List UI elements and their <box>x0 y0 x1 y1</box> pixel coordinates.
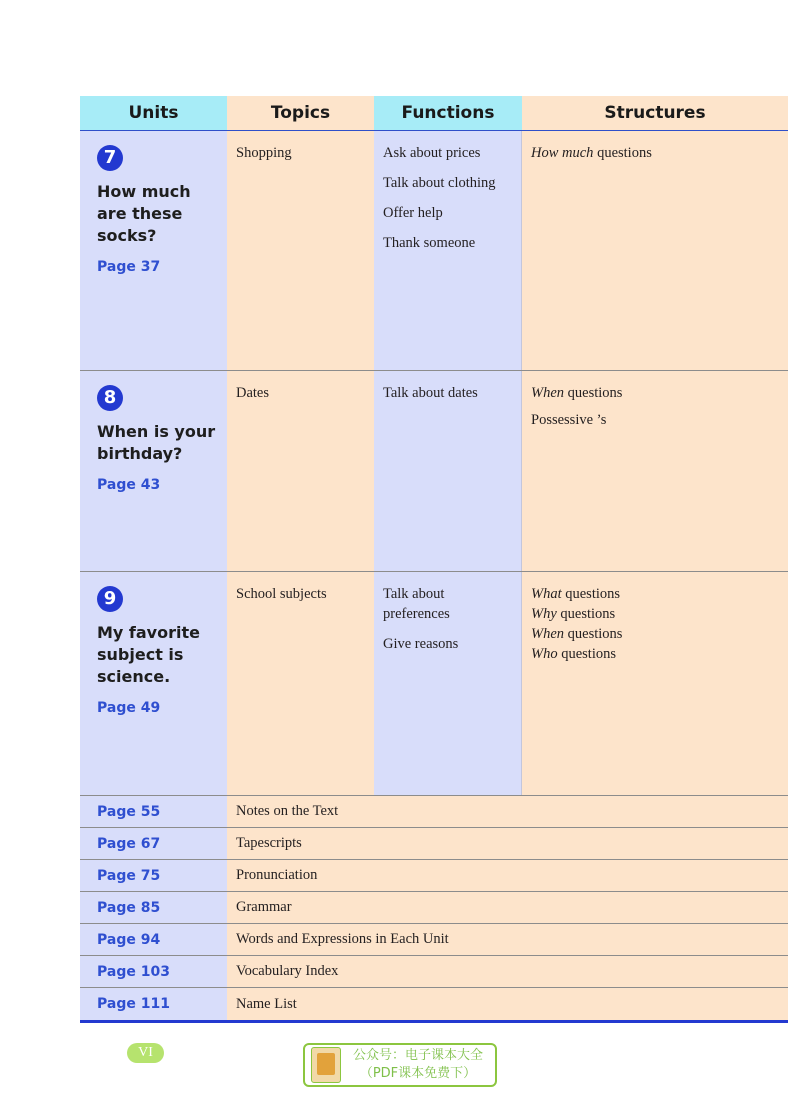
header-units: Units <box>80 96 227 130</box>
header-structures: Structures <box>522 96 788 130</box>
reference-page-link[interactable]: Page 103 <box>80 956 227 987</box>
topic-item: Shopping <box>236 145 292 161</box>
structure-text: questions <box>557 646 616 662</box>
structures-cell <box>522 572 788 795</box>
unit-cell <box>80 131 227 370</box>
functions-cell <box>374 131 522 370</box>
function-item: Talk about preferences <box>383 586 450 622</box>
structure-keyword: What <box>531 586 562 602</box>
unit-title: How much are these socks? <box>97 182 191 245</box>
reference-page-link[interactable]: Page 111 <box>80 988 227 1020</box>
reference-page-link[interactable]: Page 67 <box>80 828 227 859</box>
structure-keyword: How much <box>531 145 594 161</box>
functions-cell <box>374 371 522 571</box>
unit-page-link[interactable]: Page 49 <box>97 700 161 716</box>
structure-keyword: Who <box>531 646 558 662</box>
unit-cell <box>80 572 227 795</box>
structure-text: questions <box>593 145 652 161</box>
watermark-line-2: （PDF课本免费下） <box>359 1066 477 1081</box>
reference-row <box>80 892 788 924</box>
structure-item <box>531 644 788 664</box>
topics-cell <box>227 371 374 571</box>
unit-page-link[interactable]: Page 37 <box>97 259 161 275</box>
reference-row <box>80 988 788 1020</box>
structure-item <box>531 584 788 604</box>
reference-name: Pronunciation <box>227 860 788 891</box>
watermark-line-1: 公众号：电子课本大全 <box>352 1048 483 1063</box>
topics-cell <box>227 131 374 370</box>
structure-text: questions <box>556 606 616 622</box>
page-number-badge: VI <box>127 1043 164 1063</box>
reference-row <box>80 956 788 988</box>
structure-keyword: Why <box>531 606 557 622</box>
reference-row <box>80 860 788 892</box>
reference-name: Vocabulary Index <box>227 956 788 987</box>
unit-row-7 <box>80 131 788 371</box>
unit-row-9 <box>80 572 788 796</box>
function-item: Thank someone <box>383 235 476 251</box>
reference-name: Grammar <box>227 892 788 923</box>
unit-number-badge: 8 <box>97 385 123 411</box>
structure-text: questions <box>561 586 621 602</box>
structure-item <box>531 383 788 403</box>
topics-cell <box>227 572 374 795</box>
unit-title: My favorite subject is science. <box>97 623 200 686</box>
structures-cell <box>522 371 788 571</box>
topic-item: School subjects <box>236 586 327 602</box>
functions-cell <box>374 572 522 795</box>
book-icon <box>311 1047 341 1083</box>
reference-name: Notes on the Text <box>227 796 788 827</box>
header-functions: Functions <box>374 96 522 130</box>
reference-name: Tapescripts <box>227 828 788 859</box>
reference-name: Name List <box>227 988 788 1020</box>
table-of-contents <box>80 96 788 1023</box>
structure-keyword: When <box>531 626 565 642</box>
function-item: Talk about dates <box>383 385 478 401</box>
structure-item <box>531 410 788 430</box>
reference-row <box>80 796 788 828</box>
header-topics: Topics <box>227 96 374 130</box>
structure-text: Possessive ’s <box>531 412 607 428</box>
function-item: Talk about clothing <box>383 175 496 191</box>
reference-page-link[interactable]: Page 55 <box>80 796 227 827</box>
reference-row <box>80 924 788 956</box>
reference-page-link[interactable]: Page 94 <box>80 924 227 955</box>
structure-text: questions <box>564 626 623 642</box>
reference-page-link[interactable]: Page 85 <box>80 892 227 923</box>
structure-item <box>531 143 788 163</box>
watermark-text <box>341 1047 495 1083</box>
function-item: Offer help <box>383 205 443 221</box>
bottom-rule <box>80 1020 788 1023</box>
function-item: Give reasons <box>383 636 459 652</box>
unit-title: When is your birthday? <box>97 422 216 463</box>
structure-text: questions <box>564 385 623 401</box>
reference-name: Words and Expressions in Each Unit <box>227 924 788 955</box>
topic-item: Dates <box>236 385 270 401</box>
unit-number-badge: 7 <box>97 145 123 171</box>
reference-row <box>80 828 788 860</box>
unit-page-link[interactable]: Page 43 <box>97 477 161 493</box>
function-item: Ask about prices <box>383 145 481 161</box>
unit-row-8 <box>80 371 788 572</box>
structures-cell <box>522 131 788 370</box>
unit-cell <box>80 371 227 571</box>
structure-keyword: When <box>531 385 565 401</box>
reference-page-link[interactable]: Page 75 <box>80 860 227 891</box>
unit-number-badge: 9 <box>97 586 123 612</box>
toc-header-row <box>80 96 788 131</box>
structure-item <box>531 624 788 644</box>
watermark-stamp <box>303 1043 497 1087</box>
structure-item <box>531 604 788 624</box>
